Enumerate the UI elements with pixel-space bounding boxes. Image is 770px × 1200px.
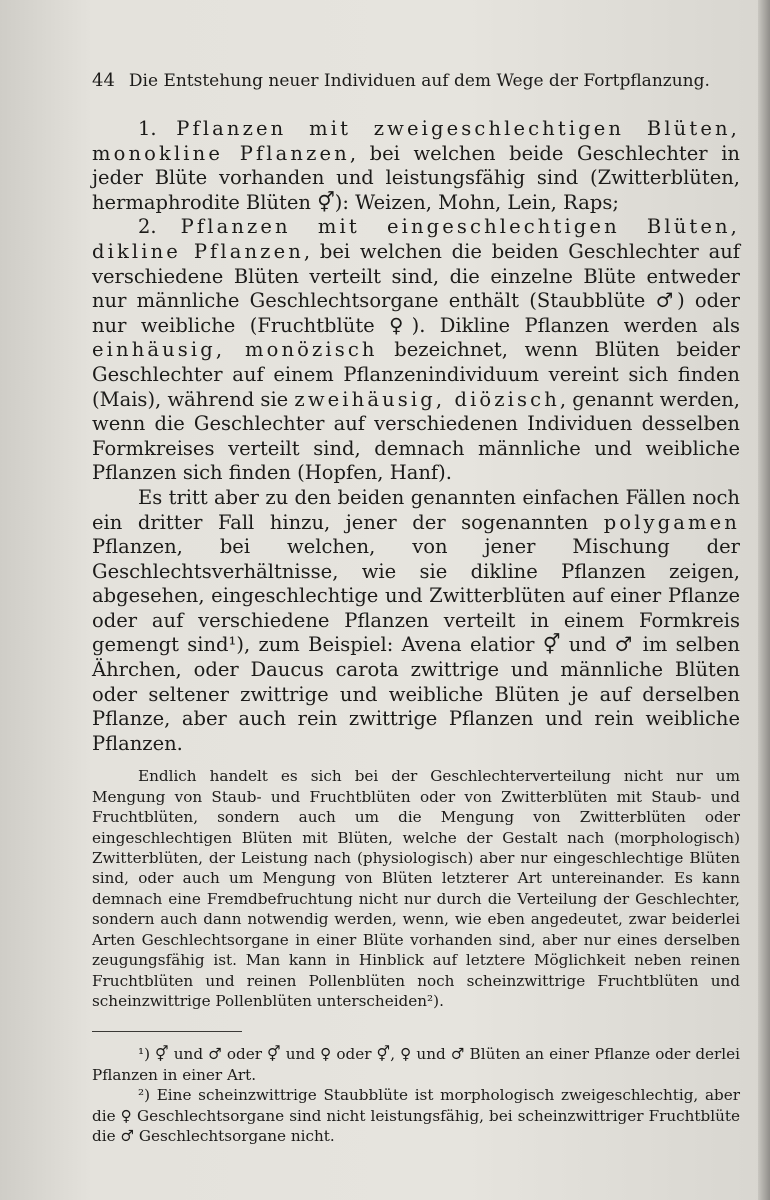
book-spine-shadow (758, 0, 770, 1200)
spaced-term: zweihäusig, diözisch (294, 387, 560, 411)
paragraph-text: bezeichnet, wenn Blüten beider Geschlechter auf einem Pflanzenindividuum vereint sich finden (Mais), während sie (92, 338, 740, 411)
paragraph-monokline (92, 117, 740, 215)
list-number: 1. (138, 117, 177, 140)
paragraph-text: , genannt werden, wenn die Geschlechter auf verschiedenen Individuen desselben Formkreises verteilt sind, demnach männliche und weibliche Pflanzen sich finden (Hopfen, Hanf). (92, 387, 740, 485)
page-content (92, 70, 740, 1146)
footnote-rule (92, 1031, 242, 1032)
spaced-term: Pflanzen mit eingeschlechtigen Blüten, dikline Pflanzen (92, 215, 740, 263)
list-number: 2. (138, 215, 181, 239)
footnote-1: ¹) ⚥ und ♂ oder ⚥ und ♀ oder ⚥, ♀ und ♂ Blüten an einer Pflanze oder derlei Pflanzen in einer Art. (92, 1045, 740, 1084)
main-text (92, 117, 740, 756)
small-print-paragraph: Endlich handelt es sich bei der Geschlechterverteilung nicht nur um Mengung von Staub- und Fruchtblüten oder von Zwitterblüten mit Staub- und Fruchtblüten, sondern auch um die Mengung von Zwitterblüten oder eingeschlechtigen Blüten mit Blüten, welche der Gestalt nach (morphologisch) Zwitterblüten, der Leistung nach (physiologisch) aber nur eingeschlechtige Blüten sind, oder auch um Mengung von Blüten letzterer Art untereinander. Es kann demnach eine Fremdbefruchtung nicht nur durch die Verteilung der Geschlechter, sondern auch dann notwendig werden, wenn, wie eben angedeutet, zwar beiderlei Arten Geschlechtsorgane in einer Blüte vorhanden sind, aber nur eines derselben zeugungsfähig ist. Man kann in Hinblick auf letztere Möglichkeit neben reinen Fruchtblüten und reinen Pollenblüten noch scheinzwittrige Fruchtblüten und scheinzwittrige Pollenblüten unterscheiden²). (92, 767, 740, 1010)
running-header (92, 70, 740, 91)
paragraph-text: , bei welchen die beiden Geschlechter auf verschiedene Blüten verteilt sind, die einzelne Blüte entweder nur männliche Geschlechtsorgane enthält (Staubblüte ♂) oder nur weibliche (Fruchtblüte ♀). Dikline Pflanzen werden als (92, 239, 740, 337)
footnote-2: ²) Eine scheinzwittrige Staubblüte ist morphologisch zweigeschlechtig, aber die ♀ Geschlechtsorgane sind nicht leistungsfähig, bei scheinzwittriger Fruchtblüte die ♂ Geschlechtsorgane nicht. (92, 1086, 740, 1145)
spaced-term: polygamen (603, 510, 740, 534)
small-print-section (92, 766, 740, 1011)
spaced-term: einhäusig, monözisch (92, 338, 378, 362)
footnotes (92, 1044, 740, 1146)
page-number: 44 (92, 70, 115, 91)
paragraph-text: Es tritt aber zu den beiden genannten einfachen Fällen noch ein dritter Fall hinzu, jener der sogenannten (92, 485, 740, 534)
spaced-term: Pflanzen mit zweigeschlechtigen Blüten, monokline Pflanzen (92, 117, 740, 165)
paragraph-dikline (92, 215, 740, 486)
paragraph-text: , bei welchen beide Geschlechter in jeder Blüte vorhanden und leistungsfähig sind (Zwitterblüten, hermaphrodite Blüten ⚥): Weizen, Mohn, Lein, Raps; (92, 141, 740, 214)
running-title: Die Entstehung neuer Individuen auf dem Wege der Fortpflanzung. (128, 71, 710, 91)
paragraph-polygam (92, 486, 740, 757)
paragraph-text: Pflanzen, bei welchen, von jener Mischung der Geschlechtsverhältnisse, wie sie dikline Pflanzen zeigen, abgesehen, eingeschlechtige und Zwitterblüten auf einer Pflanze oder auf verschiedene Pflanzen verteilt in einem Formkreis gemengt sind¹), zum Beispiel: Avena elatior ⚥ und ♂ im selben Ährchen, oder Daucus carota zwittrige und männliche Blüten oder seltener zwittrige und weibliche Blüten je auf derselben Pflanze, aber auch rein zwittrige Pflanzen und rein weibliche Pflanzen. (92, 535, 740, 755)
